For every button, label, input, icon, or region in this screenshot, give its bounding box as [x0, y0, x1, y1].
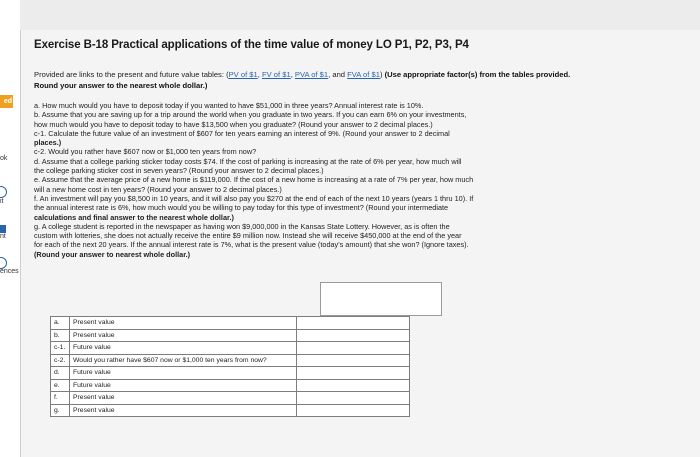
row-label: g. — [51, 404, 70, 417]
answer-input[interactable] — [297, 342, 410, 355]
link-fv-of-1[interactable]: FV of $1 — [261, 70, 291, 79]
left-sidebar — [0, 0, 21, 457]
row-label: f. — [51, 392, 70, 405]
sidebar-badge[interactable]: ed — [0, 95, 13, 108]
table-row — [51, 342, 410, 355]
sidebar-item-it[interactable]: it — [0, 198, 4, 205]
exercise-title: Exercise B-18 Practical applications of the time value of money LO P1, P2, P3, P4 — [34, 39, 469, 51]
link-pv-of-1[interactable]: PV of $1 — [228, 70, 258, 79]
table-header-box — [320, 282, 442, 316]
table-row — [51, 404, 410, 417]
question-d-line2: the college parking sticker cost in seven years? (Round your answer to 2 decimal places.) — [34, 166, 324, 176]
table-row — [51, 354, 410, 367]
sidebar-item-ok[interactable]: ok — [0, 155, 8, 162]
question-a: a. How much would you have to deposit today if you wanted to have $51,000 in three years? Annual interest rate is 10%. — [34, 101, 424, 110]
question-f-line2: the annual interest rate is 6%, how much would you be willing to pay today for this type of investment? (Round your intermediate — [34, 203, 449, 213]
row-description: Future value — [70, 379, 297, 392]
row-label: e. — [51, 379, 70, 392]
intro-prefix: Provided are links to the present and future value tables: — [34, 70, 224, 79]
question-d-line1: d. Assume that a college parking sticker today costs $74. If the cost of parking is increasing at the rate of 6% per year, how much will — [34, 156, 462, 166]
question-e-line2: will a new home cost in ten years? (Round your answer to 2 decimal places.) — [34, 184, 282, 194]
top-band — [20, 0, 700, 30]
question-g-line2: custom with lotteries, she does not actually receive the entire $9 million now. Instead she will receive $450,000 at the end of the year — [34, 231, 462, 241]
sidebar-flag-icon[interactable] — [0, 225, 6, 233]
intro-instructions: (Use appropriate factor(s) from the tables provided. Round your answer to the nearest whole dollar.) — [34, 70, 571, 90]
row-description: Would you rather have $607 now or $1,000 ten years from now? — [70, 354, 297, 367]
link-pva-of-1[interactable]: PVA of $1 — [294, 70, 329, 79]
link-fva-of-1[interactable]: FVA of $1 — [347, 70, 380, 79]
main-content — [20, 0, 700, 457]
table-row — [51, 317, 410, 330]
answer-input[interactable] — [297, 379, 410, 392]
answer-input[interactable] — [297, 367, 410, 380]
question-g-line3: for each of the next 20 years. If the annual interest rate is 7%, what is the present value (today's amount) that she won? (Ignore taxes). — [34, 240, 469, 250]
answer-table — [50, 316, 410, 417]
intro-text: Provided are links to the present and future value tables: (PV of $1, FV of $1, PVA of $1, and FVA of $1) (Use appropriate factor(s) from the tables provided. Round your answer to the nearest whole dollar.) — [34, 70, 571, 90]
row-description: Future value — [70, 342, 297, 355]
question-c1-line1: c-1. Calculate the future value of an investment of $607 for ten years earning an interest of 9%. (Round your answer to 2 decimal — [34, 128, 450, 138]
row-label: d. — [51, 367, 70, 380]
answer-input[interactable] — [297, 392, 410, 405]
row-label: c-2. — [51, 354, 70, 367]
question-b-line1: b. Assume that you are saving up for a trip around the world when you graduate in two years. If you can earn 6% on your investments, — [34, 110, 467, 120]
row-description: Present value — [70, 317, 297, 330]
answer-input[interactable] — [297, 317, 410, 330]
table-row — [51, 367, 410, 380]
question-e-line1: e. Assume that the average price of a new home is $119,000. If the cost of a new home is increasing at a rate of 7% per year, how much — [34, 175, 474, 185]
row-label: c-1. — [51, 342, 70, 355]
row-label: b. — [51, 329, 70, 342]
row-label: a. — [51, 317, 70, 330]
question-f-line3: calculations and final answer to the nearest whole dollar.) — [34, 212, 234, 222]
table-row — [51, 329, 410, 342]
table-row — [51, 392, 410, 405]
row-description: Present value — [70, 329, 297, 342]
question-g-line1: g. A college student is reported in the newspaper as having won $9,000,000 in the Kansas State Lottery. However, as is often the — [34, 221, 450, 231]
row-description: Present value — [70, 404, 297, 417]
row-description: Future value — [70, 367, 297, 380]
row-description: Present value — [70, 392, 297, 405]
sidebar-circle-icon[interactable] — [0, 186, 7, 198]
answer-input[interactable] — [297, 329, 410, 342]
sidebar-item-references[interactable]: ences — [0, 268, 19, 275]
question-c2: c-2. Would you rather have $607 now or $1,000 ten years from now? — [34, 147, 257, 157]
answer-input[interactable] — [297, 404, 410, 417]
question-f-line1: f. An investment will pay you $8,500 in 10 years, and it will also pay you $270 at the end of each of the next 10 years (years 1 thru 10). If — [34, 193, 474, 203]
question-b-line2: how much would you have to deposit today to have $13,500 when you graduate? (Round your answer to 2 decimal places.) — [34, 119, 433, 129]
questions-block — [34, 101, 614, 259]
answer-input[interactable] — [297, 354, 410, 367]
sidebar-item-nt[interactable]: nt — [0, 233, 6, 240]
question-c1-line2: places.) — [34, 138, 62, 148]
question-g-line4: (Round your answer to nearest whole dollar.) — [34, 249, 191, 259]
table-row — [51, 379, 410, 392]
